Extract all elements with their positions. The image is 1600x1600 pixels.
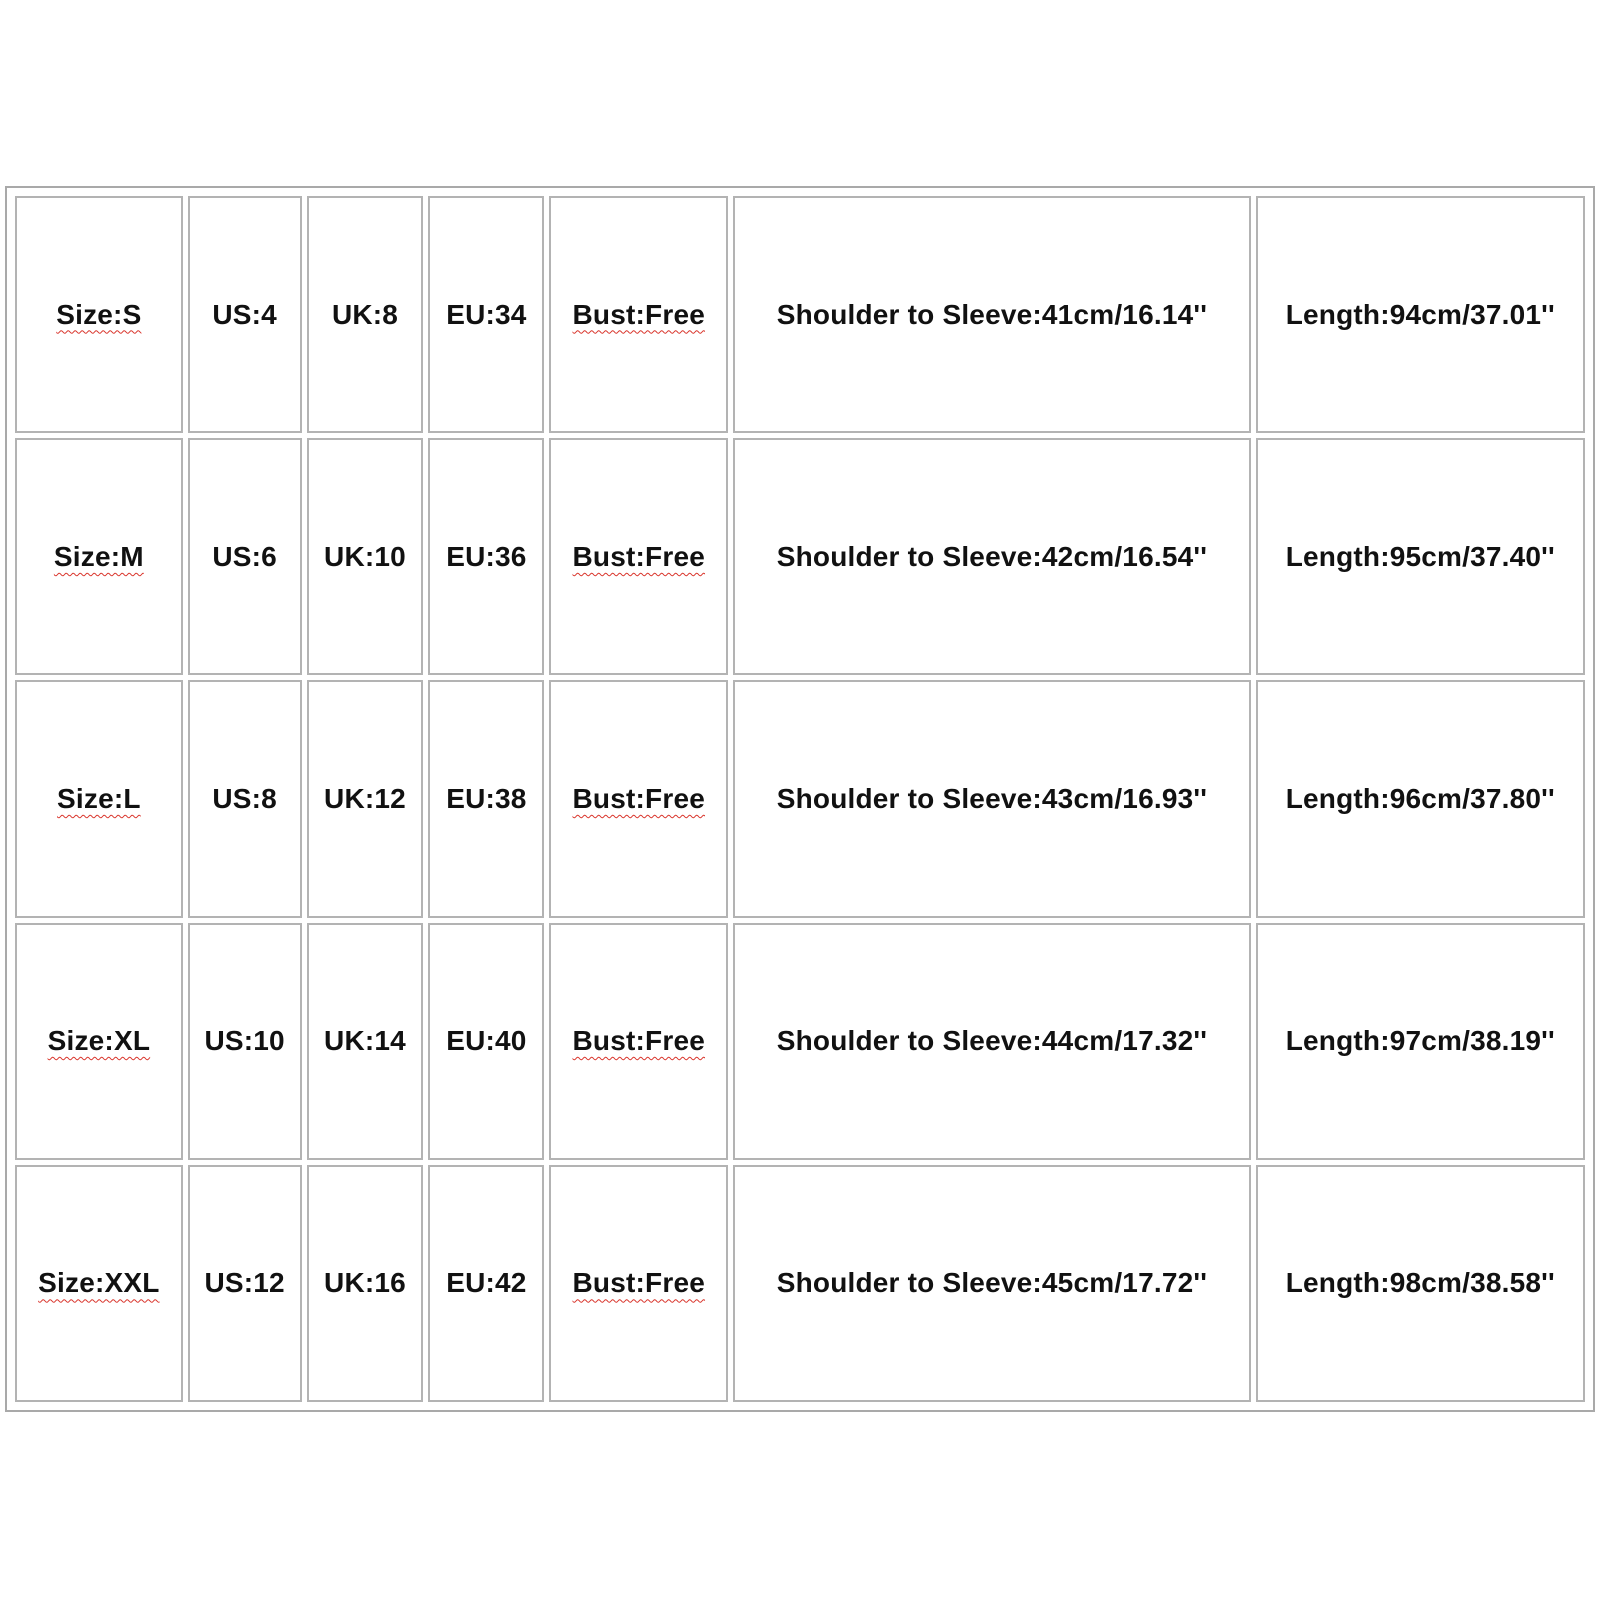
bust-label: Bust:Free xyxy=(572,782,706,814)
bust-cell xyxy=(549,923,728,1160)
size-chart xyxy=(5,186,1595,1412)
shoulder-to-sleeve-cell: Shoulder to Sleeve:44cm/17.32'' xyxy=(733,923,1250,1160)
length-cell: Length:96cm/37.80'' xyxy=(1256,680,1585,917)
eu-size-cell: EU:34 xyxy=(428,196,544,433)
us-size-cell: US:6 xyxy=(188,438,302,675)
size-cell xyxy=(15,923,183,1160)
eu-size-cell: EU:42 xyxy=(428,1165,544,1402)
uk-size-cell: UK:16 xyxy=(307,1165,424,1402)
eu-size-cell: EU:38 xyxy=(428,680,544,917)
length-cell: Length:98cm/38.58'' xyxy=(1256,1165,1585,1402)
eu-size-cell: EU:40 xyxy=(428,923,544,1160)
size-label: Size:M xyxy=(53,540,144,572)
size-cell xyxy=(15,680,183,917)
table-row xyxy=(15,196,1585,433)
size-label: Size:S xyxy=(56,298,142,330)
bust-label: Bust:Free xyxy=(572,540,706,572)
length-cell: Length:97cm/38.19'' xyxy=(1256,923,1585,1160)
eu-size-cell: EU:36 xyxy=(428,438,544,675)
size-label: Size:XL xyxy=(47,1025,151,1057)
us-size-cell: US:10 xyxy=(188,923,302,1160)
bust-cell xyxy=(549,680,728,917)
bust-cell xyxy=(549,438,728,675)
size-label: Size:L xyxy=(57,782,141,814)
uk-size-cell: UK:8 xyxy=(307,196,424,433)
size-chart-table xyxy=(10,191,1590,1407)
uk-size-cell: UK:12 xyxy=(307,680,424,917)
length-cell: Length:95cm/37.40'' xyxy=(1256,438,1585,675)
length-cell: Length:94cm/37.01'' xyxy=(1256,196,1585,433)
bust-label: Bust:Free xyxy=(572,298,706,330)
bust-cell xyxy=(549,196,728,433)
size-label: Size:XXL xyxy=(38,1267,160,1299)
us-size-cell: US:12 xyxy=(188,1165,302,1402)
bust-label: Bust:Free xyxy=(572,1267,706,1299)
shoulder-to-sleeve-cell: Shoulder to Sleeve:41cm/16.14'' xyxy=(733,196,1250,433)
table-row xyxy=(15,923,1585,1160)
shoulder-to-sleeve-cell: Shoulder to Sleeve:43cm/16.93'' xyxy=(733,680,1250,917)
table-row xyxy=(15,1165,1585,1402)
bust-label: Bust:Free xyxy=(572,1025,706,1057)
us-size-cell: US:4 xyxy=(188,196,302,433)
shoulder-to-sleeve-cell: Shoulder to Sleeve:45cm/17.72'' xyxy=(733,1165,1250,1402)
table-row xyxy=(15,438,1585,675)
shoulder-to-sleeve-cell: Shoulder to Sleeve:42cm/16.54'' xyxy=(733,438,1250,675)
uk-size-cell: UK:10 xyxy=(307,438,424,675)
size-cell xyxy=(15,1165,183,1402)
size-cell xyxy=(15,196,183,433)
bust-cell xyxy=(549,1165,728,1402)
table-row xyxy=(15,680,1585,917)
us-size-cell: US:8 xyxy=(188,680,302,917)
size-cell xyxy=(15,438,183,675)
uk-size-cell: UK:14 xyxy=(307,923,424,1160)
